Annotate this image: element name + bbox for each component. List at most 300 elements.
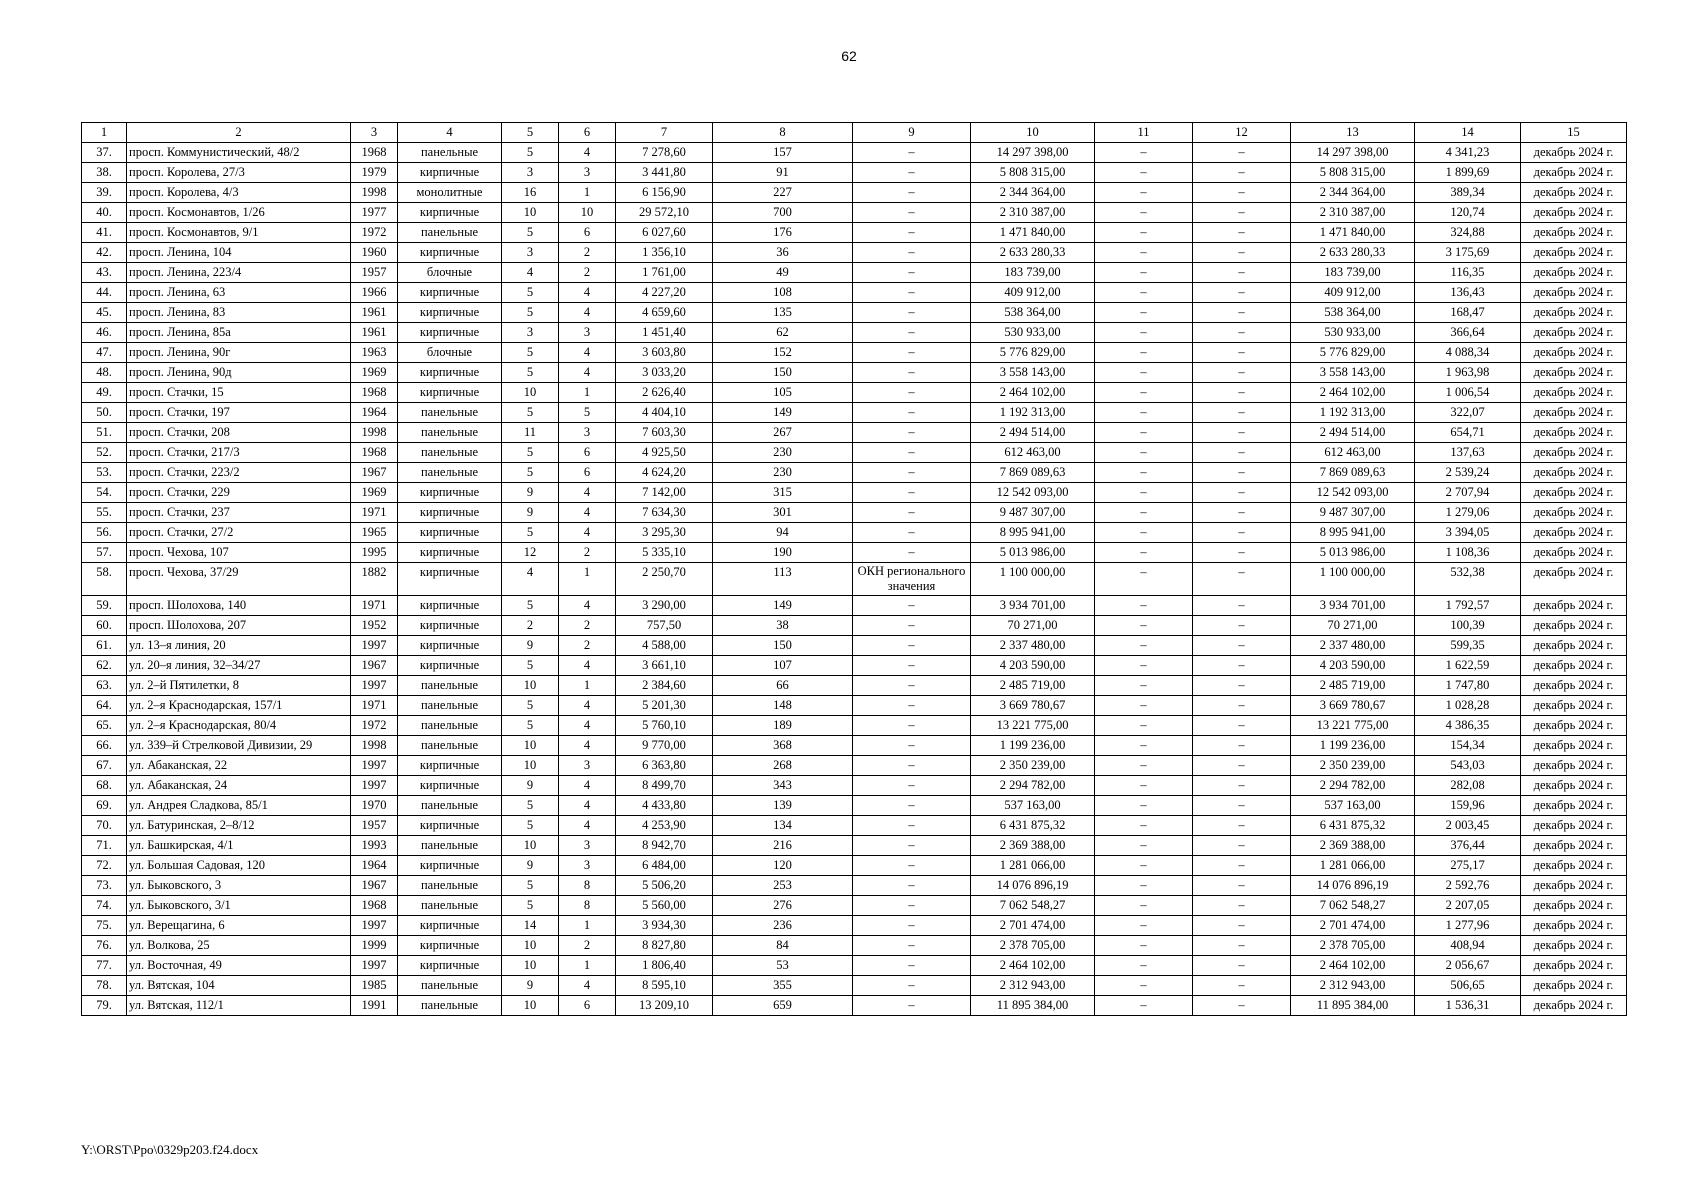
table-cell-col-11: – (1095, 856, 1193, 876)
table-cell-col-12: – (1193, 443, 1291, 463)
table-cell-col-3: 1952 (351, 616, 398, 636)
table-cell-col-9: – (853, 796, 971, 816)
table-cell-col-11: – (1095, 283, 1193, 303)
table-cell-col-12: – (1193, 776, 1291, 796)
table-cell-col-10: 2 494 514,00 (971, 423, 1095, 443)
table-cell-col-13: 5 013 986,00 (1291, 543, 1415, 563)
table-cell-col-11: – (1095, 403, 1193, 423)
table-cell-col-2: ул. Восточная, 49 (127, 956, 351, 976)
table-cell-col-7: 5 506,20 (616, 876, 713, 896)
table-cell-col-13: 2 701 474,00 (1291, 916, 1415, 936)
table-cell-col-11: – (1095, 676, 1193, 696)
table-cell-col-5: 2 (502, 616, 559, 636)
table-cell-col-3: 1997 (351, 636, 398, 656)
table-cell-col-5: 9 (502, 636, 559, 656)
table-cell-col-1: 61. (82, 636, 127, 656)
table-cell-col-15: декабрь 2024 г. (1521, 363, 1627, 383)
table-cell-col-8: 84 (713, 936, 853, 956)
footer-file-path: Y:\ORST\Ppo\0329p203.f24.docx (81, 1142, 259, 1157)
table-cell-col-2: просп. Королева, 27/3 (127, 163, 351, 183)
table-cell-col-10: 5 776 829,00 (971, 343, 1095, 363)
table-cell-col-6: 4 (559, 816, 616, 836)
table-cell-col-6: 4 (559, 363, 616, 383)
table-cell-col-14: 1 963,98 (1415, 363, 1521, 383)
table-cell-col-12: – (1193, 263, 1291, 283)
table-cell-col-1: 65. (82, 716, 127, 736)
table-cell-col-7: 3 661,10 (616, 656, 713, 676)
table-cell-col-15: декабрь 2024 г. (1521, 383, 1627, 403)
table-cell-col-3: 1968 (351, 143, 398, 163)
table-cell-col-13: 7 869 089,63 (1291, 463, 1415, 483)
table-cell-col-12: – (1193, 163, 1291, 183)
table-cell-col-3: 1965 (351, 523, 398, 543)
table-cell-col-13: 6 431 875,32 (1291, 816, 1415, 836)
table-cell-col-10: 2 312 943,00 (971, 976, 1095, 996)
table-row (82, 283, 1627, 303)
table-cell-col-13: 183 739,00 (1291, 263, 1415, 283)
table-cell-col-7: 3 033,20 (616, 363, 713, 383)
table-cell-col-14: 1 277,96 (1415, 916, 1521, 936)
table-cell-col-10: 2 701 474,00 (971, 916, 1095, 936)
table-cell-col-6: 4 (559, 503, 616, 523)
table-cell-col-6: 4 (559, 976, 616, 996)
table-cell-col-15: декабрь 2024 г. (1521, 503, 1627, 523)
table-row (82, 936, 1627, 956)
table-cell-col-15: декабрь 2024 г. (1521, 856, 1627, 876)
table-cell-col-2: просп. Шолохова, 140 (127, 596, 351, 616)
table-cell-col-4: кирпичные (398, 596, 502, 616)
table-cell-col-14: 1 108,36 (1415, 543, 1521, 563)
table-cell-col-10: 5 013 986,00 (971, 543, 1095, 563)
table-cell-col-5: 12 (502, 543, 559, 563)
table-cell-col-6: 3 (559, 423, 616, 443)
table-cell-col-9: – (853, 463, 971, 483)
table-cell-col-10: 2 464 102,00 (971, 383, 1095, 403)
table-cell-col-13: 4 203 590,00 (1291, 656, 1415, 676)
table-cell-col-3: 1971 (351, 596, 398, 616)
table-cell-col-2: просп. Чехова, 107 (127, 543, 351, 563)
table-cell-col-6: 4 (559, 143, 616, 163)
table-cell-col-11: – (1095, 816, 1193, 836)
table-cell-col-12: – (1193, 503, 1291, 523)
table-cell-col-12: – (1193, 896, 1291, 916)
table-cell-col-3: 1961 (351, 303, 398, 323)
table-cell-col-11: – (1095, 636, 1193, 656)
table-row (82, 403, 1627, 423)
table-cell-col-5: 4 (502, 563, 559, 596)
table-cell-col-9: – (853, 896, 971, 916)
table-cell-col-11: – (1095, 956, 1193, 976)
table-cell-col-6: 4 (559, 796, 616, 816)
table-cell-col-2: просп. Ленина, 104 (127, 243, 351, 263)
table-cell-col-15: декабрь 2024 г. (1521, 243, 1627, 263)
table-cell-col-3: 1969 (351, 363, 398, 383)
table-cell-col-6: 4 (559, 696, 616, 716)
table-cell-col-12: – (1193, 343, 1291, 363)
table-cell-col-13: 7 062 548,27 (1291, 896, 1415, 916)
table-cell-col-7: 5 760,10 (616, 716, 713, 736)
table-cell-col-10: 8 995 941,00 (971, 523, 1095, 543)
table-cell-col-6: 4 (559, 303, 616, 323)
table-cell-col-8: 659 (713, 996, 853, 1016)
table-cell-col-7: 2 626,40 (616, 383, 713, 403)
table-cell-col-14: 159,96 (1415, 796, 1521, 816)
table-cell-col-13: 14 076 896,19 (1291, 876, 1415, 896)
table-cell-col-10: 1 100 000,00 (971, 563, 1095, 596)
table-cell-col-15: декабрь 2024 г. (1521, 596, 1627, 616)
table-row (82, 796, 1627, 816)
table-cell-col-5: 5 (502, 403, 559, 423)
table-cell-col-9: – (853, 596, 971, 616)
table-cell-col-1: 44. (82, 283, 127, 303)
table-cell-col-2: просп. Шолохова, 207 (127, 616, 351, 636)
table-cell-col-10: 7 869 089,63 (971, 463, 1095, 483)
table-cell-col-14: 506,65 (1415, 976, 1521, 996)
table-cell-col-10: 2 344 364,00 (971, 183, 1095, 203)
table-cell-col-3: 1957 (351, 816, 398, 836)
table-cell-col-15: декабрь 2024 г. (1521, 756, 1627, 776)
table-cell-col-13: 530 933,00 (1291, 323, 1415, 343)
table-cell-col-12: – (1193, 916, 1291, 936)
table-cell-col-4: панельные (398, 716, 502, 736)
table-cell-col-12: – (1193, 183, 1291, 203)
table-cell-col-2: ул. 2–я Краснодарская, 157/1 (127, 696, 351, 716)
table-cell-col-9: – (853, 716, 971, 736)
table-cell-col-3: 1967 (351, 463, 398, 483)
table-cell-col-7: 6 156,90 (616, 183, 713, 203)
table-row (82, 776, 1627, 796)
table-cell-col-8: 150 (713, 363, 853, 383)
table-cell-col-15: декабрь 2024 г. (1521, 696, 1627, 716)
table-cell-col-1: 60. (82, 616, 127, 636)
table-cell-col-1: 47. (82, 343, 127, 363)
table-cell-col-12: – (1193, 816, 1291, 836)
table-cell-col-9: – (853, 283, 971, 303)
table-cell-col-7: 4 925,50 (616, 443, 713, 463)
table-cell-col-3: 1966 (351, 283, 398, 303)
table-cell-col-14: 322,07 (1415, 403, 1521, 423)
table-cell-col-4: кирпичные (398, 616, 502, 636)
table-cell-col-7: 4 404,10 (616, 403, 713, 423)
table-cell-col-7: 9 770,00 (616, 736, 713, 756)
table-cell-col-3: 1997 (351, 756, 398, 776)
table-cell-col-5: 5 (502, 716, 559, 736)
table-row (82, 203, 1627, 223)
table-cell-col-12: – (1193, 876, 1291, 896)
table-cell-col-4: блочные (398, 263, 502, 283)
table-cell-col-6: 8 (559, 876, 616, 896)
table-cell-col-7: 3 441,80 (616, 163, 713, 183)
table-cell-col-12: – (1193, 423, 1291, 443)
table-cell-col-8: 107 (713, 656, 853, 676)
table-cell-col-10: 2 310 387,00 (971, 203, 1095, 223)
table-cell-col-12: – (1193, 403, 1291, 423)
table-cell-col-13: 3 558 143,00 (1291, 363, 1415, 383)
table-cell-col-12: – (1193, 563, 1291, 596)
table-cell-col-3: 1972 (351, 223, 398, 243)
table-cell-col-15: декабрь 2024 г. (1521, 423, 1627, 443)
table-cell-col-7: 1 451,40 (616, 323, 713, 343)
table-cell-col-5: 5 (502, 876, 559, 896)
header-cell-9: 9 (853, 123, 971, 143)
table-cell-col-8: 135 (713, 303, 853, 323)
table-cell-col-10: 9 487 307,00 (971, 503, 1095, 523)
table-cell-col-15: декабрь 2024 г. (1521, 403, 1627, 423)
table-cell-col-13: 2 464 102,00 (1291, 383, 1415, 403)
table-cell-col-2: просп. Стачки, 217/3 (127, 443, 351, 463)
table-cell-col-3: 1967 (351, 656, 398, 676)
table-cell-col-4: кирпичные (398, 363, 502, 383)
table-cell-col-3: 1997 (351, 776, 398, 796)
table-cell-col-10: 4 203 590,00 (971, 656, 1095, 676)
table-cell-col-13: 5 776 829,00 (1291, 343, 1415, 363)
table-cell-col-1: 71. (82, 836, 127, 856)
table-cell-col-2: просп. Стачки, 237 (127, 503, 351, 523)
table-cell-col-6: 4 (559, 283, 616, 303)
table-cell-col-14: 324,88 (1415, 223, 1521, 243)
table-cell-col-11: – (1095, 596, 1193, 616)
table-cell-col-15: декабрь 2024 г. (1521, 896, 1627, 916)
table-row (82, 183, 1627, 203)
table-cell-col-4: панельные (398, 896, 502, 916)
table-row (82, 996, 1627, 1016)
table-cell-col-5: 9 (502, 483, 559, 503)
table-cell-col-11: – (1095, 503, 1193, 523)
table-cell-col-1: 74. (82, 896, 127, 916)
table-cell-col-2: ул. Абаканская, 24 (127, 776, 351, 796)
table-cell-col-14: 1 899,69 (1415, 163, 1521, 183)
table-cell-col-2: просп. Стачки, 27/2 (127, 523, 351, 543)
table-cell-col-7: 6 484,00 (616, 856, 713, 876)
table-cell-col-15: декабрь 2024 г. (1521, 876, 1627, 896)
table-cell-col-13: 9 487 307,00 (1291, 503, 1415, 523)
table-cell-col-14: 389,34 (1415, 183, 1521, 203)
table-cell-col-7: 7 278,60 (616, 143, 713, 163)
table-cell-col-10: 3 558 143,00 (971, 363, 1095, 383)
table-cell-col-8: 150 (713, 636, 853, 656)
header-row (82, 123, 1627, 143)
table-cell-col-5: 5 (502, 596, 559, 616)
table-cell-col-10: 3 669 780,67 (971, 696, 1095, 716)
table-cell-col-1: 67. (82, 756, 127, 776)
table-cell-col-11: – (1095, 383, 1193, 403)
table-cell-col-11: – (1095, 223, 1193, 243)
table-cell-col-11: – (1095, 996, 1193, 1016)
header-cell-13: 13 (1291, 123, 1415, 143)
table-cell-col-14: 2 592,76 (1415, 876, 1521, 896)
table-row (82, 876, 1627, 896)
table-cell-col-10: 14 076 896,19 (971, 876, 1095, 896)
table-cell-col-11: – (1095, 203, 1193, 223)
table-cell-col-12: – (1193, 976, 1291, 996)
table-cell-col-10: 2 485 719,00 (971, 676, 1095, 696)
table-cell-col-11: – (1095, 263, 1193, 283)
table-cell-col-1: 48. (82, 363, 127, 383)
table-cell-col-8: 149 (713, 403, 853, 423)
table-cell-col-1: 77. (82, 956, 127, 976)
table-cell-col-1: 73. (82, 876, 127, 896)
table-cell-col-9: – (853, 876, 971, 896)
table-cell-col-5: 5 (502, 816, 559, 836)
table-cell-col-11: – (1095, 183, 1193, 203)
table-cell-col-15: декабрь 2024 г. (1521, 636, 1627, 656)
table-cell-col-8: 134 (713, 816, 853, 836)
table-cell-col-1: 40. (82, 203, 127, 223)
table-cell-col-1: 41. (82, 223, 127, 243)
table-cell-col-14: 1 536,31 (1415, 996, 1521, 1016)
table-cell-col-10: 612 463,00 (971, 443, 1095, 463)
table-cell-col-2: ул. Андрея Сладкова, 85/1 (127, 796, 351, 816)
table-cell-col-14: 168,47 (1415, 303, 1521, 323)
table-cell-col-2: просп. Стачки, 197 (127, 403, 351, 423)
table-cell-col-5: 5 (502, 143, 559, 163)
table-cell-col-4: панельные (398, 836, 502, 856)
table-cell-col-13: 2 294 782,00 (1291, 776, 1415, 796)
table-cell-col-15: декабрь 2024 г. (1521, 163, 1627, 183)
table-cell-col-8: 268 (713, 756, 853, 776)
table-cell-col-8: 149 (713, 596, 853, 616)
table-cell-col-3: 1969 (351, 483, 398, 503)
table-cell-col-9: – (853, 976, 971, 996)
table-cell-col-14: 282,08 (1415, 776, 1521, 796)
table-cell-col-13: 538 364,00 (1291, 303, 1415, 323)
table-cell-col-9: – (853, 143, 971, 163)
table-cell-col-5: 10 (502, 996, 559, 1016)
table-cell-col-4: кирпичные (398, 503, 502, 523)
table-cell-col-14: 3 175,69 (1415, 243, 1521, 263)
table-cell-col-7: 4 588,00 (616, 636, 713, 656)
table-cell-col-1: 59. (82, 596, 127, 616)
table-cell-col-12: – (1193, 676, 1291, 696)
table-row (82, 916, 1627, 936)
table-cell-col-4: кирпичные (398, 543, 502, 563)
table-cell-col-9: – (853, 483, 971, 503)
table-cell-col-3: 1960 (351, 243, 398, 263)
table-cell-col-1: 49. (82, 383, 127, 403)
table-cell-col-6: 5 (559, 403, 616, 423)
table-cell-col-1: 51. (82, 423, 127, 443)
table-cell-col-4: блочные (398, 343, 502, 363)
table-cell-col-5: 11 (502, 423, 559, 443)
table-cell-col-4: панельные (398, 696, 502, 716)
table-cell-col-2: просп. Ленина, 223/4 (127, 263, 351, 283)
table-cell-col-1: 46. (82, 323, 127, 343)
table-cell-col-14: 2 539,24 (1415, 463, 1521, 483)
table-cell-col-6: 2 (559, 616, 616, 636)
header-cell-5: 5 (502, 123, 559, 143)
table-cell-col-8: 343 (713, 776, 853, 796)
table-row (82, 976, 1627, 996)
table-cell-col-14: 599,35 (1415, 636, 1521, 656)
table-cell-col-12: – (1193, 656, 1291, 676)
table-cell-col-10: 12 542 093,00 (971, 483, 1095, 503)
table-cell-col-9: – (853, 996, 971, 1016)
table-cell-col-4: кирпичные (398, 656, 502, 676)
table-cell-col-11: – (1095, 696, 1193, 716)
table-cell-col-2: просп. Ленина, 85а (127, 323, 351, 343)
table-cell-col-2: просп. Стачки, 223/2 (127, 463, 351, 483)
table-cell-col-7: 7 634,30 (616, 503, 713, 523)
table-cell-col-6: 10 (559, 203, 616, 223)
table-cell-col-3: 1993 (351, 836, 398, 856)
table-cell-col-8: 230 (713, 443, 853, 463)
table-cell-col-15: декабрь 2024 г. (1521, 523, 1627, 543)
table-cell-col-8: 152 (713, 343, 853, 363)
table-header (82, 123, 1627, 143)
table-cell-col-12: – (1193, 463, 1291, 483)
table-cell-col-9: – (853, 756, 971, 776)
table-row (82, 836, 1627, 856)
table-cell-col-5: 5 (502, 303, 559, 323)
table-cell-col-9: – (853, 343, 971, 363)
table-cell-col-3: 1985 (351, 976, 398, 996)
table-cell-col-12: – (1193, 596, 1291, 616)
table-cell-col-4: кирпичные (398, 323, 502, 343)
table-cell-col-6: 6 (559, 223, 616, 243)
table-cell-col-5: 10 (502, 736, 559, 756)
table-cell-col-2: ул. 339–й Стрелковой Дивизии, 29 (127, 736, 351, 756)
table-cell-col-1: 79. (82, 996, 127, 1016)
table-cell-col-8: 120 (713, 856, 853, 876)
table-cell-col-6: 1 (559, 676, 616, 696)
table-cell-col-14: 120,74 (1415, 203, 1521, 223)
table-cell-col-13: 1 100 000,00 (1291, 563, 1415, 596)
table-cell-col-9: – (853, 243, 971, 263)
header-cell-10: 10 (971, 123, 1095, 143)
table-cell-col-4: кирпичные (398, 163, 502, 183)
table-cell-col-1: 75. (82, 916, 127, 936)
table-cell-col-15: декабрь 2024 г. (1521, 996, 1627, 1016)
table-cell-col-14: 2 707,94 (1415, 483, 1521, 503)
table-cell-col-2: просп. Стачки, 208 (127, 423, 351, 443)
table-cell-col-13: 70 271,00 (1291, 616, 1415, 636)
header-cell-6: 6 (559, 123, 616, 143)
table-cell-col-4: кирпичные (398, 563, 502, 596)
table-cell-col-3: 1964 (351, 403, 398, 423)
table-cell-col-14: 3 394,05 (1415, 523, 1521, 543)
table-cell-col-6: 6 (559, 443, 616, 463)
table-cell-col-7: 3 603,80 (616, 343, 713, 363)
table-cell-col-9: – (853, 916, 971, 936)
table-cell-col-8: 176 (713, 223, 853, 243)
table-cell-col-2: ул. Волкова, 25 (127, 936, 351, 956)
table-cell-col-4: кирпичные (398, 383, 502, 403)
table-cell-col-7: 4 253,90 (616, 816, 713, 836)
table-cell-col-12: – (1193, 363, 1291, 383)
header-cell-3: 3 (351, 123, 398, 143)
table-cell-col-12: – (1193, 143, 1291, 163)
table-cell-col-14: 1 028,28 (1415, 696, 1521, 716)
table-cell-col-7: 5 560,00 (616, 896, 713, 916)
table-cell-col-7: 1 761,00 (616, 263, 713, 283)
table-cell-col-12: – (1193, 323, 1291, 343)
table-cell-col-3: 1999 (351, 936, 398, 956)
table-cell-col-8: 53 (713, 956, 853, 976)
table-cell-col-3: 1998 (351, 423, 398, 443)
table-cell-col-3: 1977 (351, 203, 398, 223)
table-cell-col-3: 1968 (351, 443, 398, 463)
table-cell-col-5: 5 (502, 363, 559, 383)
table-cell-col-9: – (853, 696, 971, 716)
table-cell-col-4: кирпичные (398, 283, 502, 303)
table-cell-col-5: 10 (502, 956, 559, 976)
table-cell-col-3: 1968 (351, 896, 398, 916)
table-cell-col-1: 57. (82, 543, 127, 563)
table-cell-col-10: 70 271,00 (971, 616, 1095, 636)
table-row (82, 736, 1627, 756)
table-cell-col-3: 1997 (351, 916, 398, 936)
table-cell-col-7: 3 295,30 (616, 523, 713, 543)
